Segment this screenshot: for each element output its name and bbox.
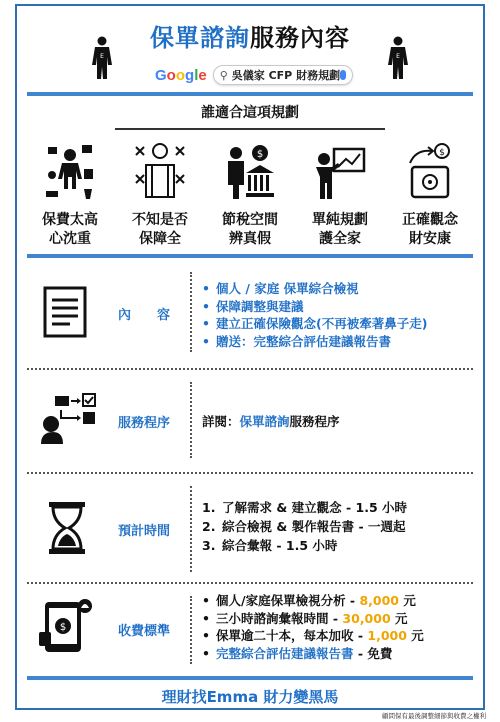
svg-text:$: $ — [439, 148, 445, 158]
tax-building-icon — [222, 141, 278, 203]
safe-coins-icon — [402, 141, 458, 203]
document-icon — [37, 282, 97, 342]
section-divider — [27, 254, 473, 258]
content-list — [202, 280, 467, 350]
list-item — [202, 517, 467, 536]
svg-text:$: $ — [59, 622, 67, 633]
presenter-icon — [312, 141, 368, 203]
search-icon: ⚲ — [219, 68, 228, 82]
fee-amount: 1,000 — [367, 628, 407, 643]
list-item — [202, 536, 467, 555]
row-divider — [27, 368, 473, 370]
list-item — [202, 498, 467, 517]
google-logo: Google — [155, 66, 207, 84]
fee-desc: 保單逾二十本，每本加收 - — [216, 628, 368, 643]
time-row — [27, 476, 473, 582]
list-item: • 個人 / 家庭 保單綜合檢視 — [202, 280, 467, 298]
process-text — [202, 412, 467, 430]
fees-list — [202, 592, 467, 662]
footer-divider — [27, 676, 473, 680]
item-number: 2. — [202, 519, 216, 534]
process-flow-icon — [37, 390, 97, 450]
time-list — [202, 498, 467, 555]
hourglass-icon — [37, 498, 97, 558]
who-item — [117, 141, 203, 249]
svg-text:$: $ — [256, 149, 264, 160]
search-box — [213, 65, 353, 85]
fee-desc: 個人/家庭保單檢視分析 - — [216, 593, 360, 608]
disclaimer-note: 顧問保有最後調整細節與收費之權利 — [382, 712, 486, 720]
fees-label: 收費標準 — [117, 624, 170, 639]
process-label: 服務程序 — [117, 416, 170, 431]
list-item: • 建立正確保險觀念(不再被牽著鼻子走) — [202, 315, 467, 333]
who-item-label: 保費太高 心沈重 — [42, 212, 98, 247]
page-title — [17, 18, 483, 53]
fee-amount: 8,000 — [359, 593, 400, 608]
person-icon — [89, 36, 115, 82]
item-text: 綜合彙報 - 1.5 小時 — [222, 538, 338, 553]
item-text: 了解需求 & 建立觀念 - 1.5 小時 — [222, 500, 407, 515]
column-divider — [190, 486, 192, 572]
list-item — [202, 592, 467, 610]
list-item: • 贈送：完整綜合評估建議報告書 — [202, 333, 467, 351]
fee-unit: 元 — [399, 593, 416, 608]
person-icon — [385, 36, 411, 82]
content-label: 內 容 — [117, 308, 170, 323]
juggling-person-icon — [42, 141, 98, 203]
poster-frame — [15, 4, 485, 710]
who-item — [207, 141, 293, 249]
header-divider — [27, 92, 473, 96]
fee-amount: 30,000 — [342, 610, 391, 626]
item-text: 綜合檢視 & 製作報告書 - 一週起 — [222, 519, 406, 534]
who-item-label: 節稅空間 辨真假 — [222, 212, 278, 247]
list-item — [202, 610, 467, 628]
svg-text:E: E — [100, 53, 104, 60]
who-item — [387, 141, 473, 249]
process-prefix: 詳閱： — [202, 414, 240, 429]
list-item — [202, 627, 467, 645]
who-heading-underline — [115, 128, 385, 130]
title-rest: 服務內容 — [250, 24, 350, 52]
who-list — [27, 141, 473, 249]
confused-person-icon — [132, 141, 188, 203]
column-divider — [190, 272, 192, 352]
process-suffix: 服務程序 — [289, 414, 340, 429]
process-row — [27, 372, 473, 468]
column-divider — [190, 382, 192, 458]
fee-amount: - 免費 — [353, 645, 393, 661]
process-link[interactable]: 保單諮詢 — [239, 414, 290, 429]
header — [17, 6, 483, 92]
who-item — [297, 141, 383, 249]
content-row — [27, 262, 473, 362]
who-heading: 誰適合這項規劃 — [201, 105, 299, 121]
title-highlight: 保單諮詢 — [150, 24, 250, 52]
list-item — [202, 645, 467, 663]
item-number: 1. — [202, 500, 216, 515]
item-number: 3. — [202, 538, 216, 553]
list-item: • 保障調整與建議 — [202, 298, 467, 316]
mobile-payment-icon — [37, 596, 97, 656]
fee-desc: 完整綜合評估建議報告書 — [216, 645, 354, 661]
fee-unit: 元 — [390, 610, 408, 626]
row-divider — [27, 472, 473, 474]
who-item — [27, 141, 113, 249]
fee-unit: 元 — [406, 628, 424, 643]
time-label: 預計時間 — [117, 524, 170, 539]
google-search-bar — [155, 64, 347, 86]
who-item-label: 單純規劃 護全家 — [312, 212, 368, 247]
fees-row — [27, 586, 473, 674]
svg-text:E: E — [396, 53, 400, 60]
microphone-icon — [340, 70, 346, 80]
column-divider — [190, 596, 192, 664]
row-divider — [27, 582, 473, 584]
who-item-label: 正確觀念 財安康 — [402, 212, 458, 247]
footer-slogan: 理財找Emma 財力變黑馬 — [161, 688, 339, 706]
who-item-label: 不知是否 保障全 — [132, 212, 188, 247]
fee-desc: 三小時諮詢彙報時間 - — [216, 610, 343, 626]
search-query: 吳儀家 CFP 財務規劃 — [231, 69, 341, 82]
